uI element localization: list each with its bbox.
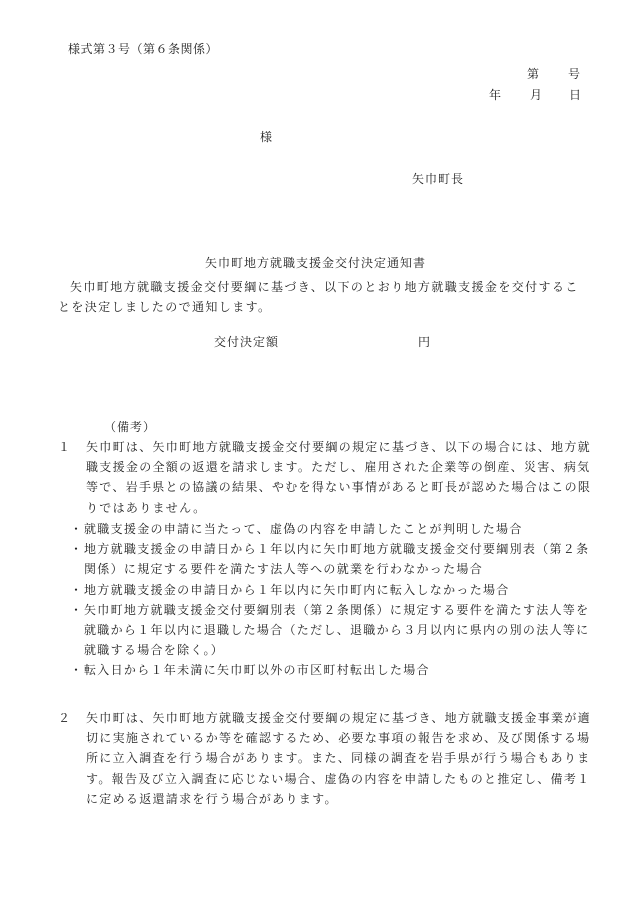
amount-label: 交付決定額 xyxy=(214,335,280,349)
recipient-honorific: 様 xyxy=(260,130,273,144)
bullet-text: 地方就職支援金の申請日から１年以内に矢巾町内に転入しなかった場合 xyxy=(84,582,510,597)
remark-number: １ xyxy=(58,440,72,454)
remark-note-2 xyxy=(58,708,598,809)
bullet-text: 矢巾町地方就職支援金交付要綱別表（第２条関係）に規定する要件を満たす法人等を就職から１年以内に退職した場合（ただし、退職から３月以内に県内の別の法人等に就職する場合を除く。） xyxy=(84,602,590,658)
document-title: 矢巾町地方就職支援金交付決定通知書 xyxy=(205,256,427,270)
bullet-text: 就職支援金の申請に当たって、虚偽の内容を申請したことが判明した場合 xyxy=(84,522,523,536)
bullet-text: 地方就職支援金の申請日から１年以内に矢巾町地方就職支援金交付要綱別表（第２条関係）に規定する要件を満たす法人等への就業を行わなかった場合 xyxy=(84,542,590,577)
remark-note-1 xyxy=(58,437,598,518)
bullet-mark: ・ xyxy=(70,602,84,617)
list-item xyxy=(70,600,592,661)
document-number-suffix: 号 xyxy=(568,67,581,81)
document-number-label: 第 xyxy=(527,67,540,81)
amount-unit: 円 xyxy=(418,335,431,349)
sender-name: 矢巾町長 xyxy=(412,172,465,186)
remark-text: 矢巾町は、矢巾町地方就職支援金交付要綱の規定に基づき、以下の場合には、地方就職支援金の全額の返還を請求します。ただし、雇用された企業等の倒産、災害、病気等で、岩手県との協議の結果、やむを得ない事情があると町長が認めた場合はこの限りではありません。 xyxy=(86,440,592,515)
remark-bullet-list xyxy=(70,519,592,681)
remark-number: ２ xyxy=(58,711,72,725)
bullet-mark: ・ xyxy=(70,582,84,597)
list-item xyxy=(70,539,592,579)
date-year-label: 年 xyxy=(489,88,502,102)
remarks-heading: （備考） xyxy=(104,420,157,434)
date-month-label: 月 xyxy=(530,88,543,102)
list-item xyxy=(70,660,592,680)
list-item xyxy=(70,580,592,600)
bullet-mark: ・ xyxy=(70,663,84,678)
form-label: 様式第３号（第６条関係） xyxy=(68,42,219,56)
bullet-text: 転入日から１年未満に矢巾町以外の市区町村転出した場合 xyxy=(84,663,430,678)
bullet-mark: ・ xyxy=(70,542,84,557)
bullet-mark: ・ xyxy=(70,522,84,536)
date-day-label: 日 xyxy=(569,88,582,102)
list-item xyxy=(70,519,592,539)
remark-text: 矢巾町は、矢巾町地方就職支援金交付要綱の規定に基づき、地方就職支援金事業が適切に実施されているか等を確認するため、必要な事項の報告を求め、及び関係する場所に立入調査を行う場合があります。また、同様の調査を岩手県が行う場合もあります。報告及び立入調査に応じない場合、虚偽の内容を申請したものと推定し、備考１に定める返還請求を行う場合があります。 xyxy=(86,711,591,806)
document-body: 矢巾町地方就職支援金交付要綱に基づき、以下のとおり地方就職支援金を交付することを決定しましたので通知します。 xyxy=(58,280,579,314)
